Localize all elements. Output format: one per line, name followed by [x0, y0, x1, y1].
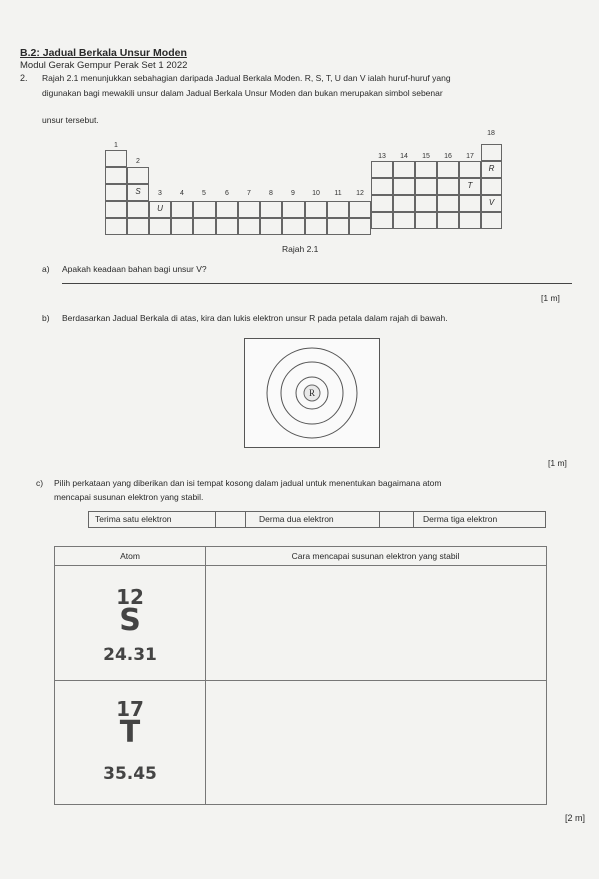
question-intro-line2: digunakan bagi mewakili unsur dalam Jadual Berkala Unsur Moden dan bukan merupakan simbol sebenar — [42, 88, 443, 98]
atom-t-proton-number: 17 — [116, 697, 144, 721]
cell-p3-g18 — [481, 178, 502, 195]
section-heading: B.2: Jadual Berkala Unsur Moden — [20, 47, 187, 59]
group-label-13: 13 — [378, 153, 386, 160]
cell-p4-g5 — [193, 201, 216, 218]
cell-p5-g2 — [127, 218, 149, 235]
part-a-label: a) — [42, 264, 50, 274]
figure-caption: Rajah 2.1 — [282, 244, 319, 254]
group-label-9: 9 — [291, 190, 295, 197]
header-method: Cara mencapai susunan elektron yang stabil — [291, 551, 460, 561]
part-a-marks: [1 m] — [541, 293, 560, 303]
option-receive-one[interactable]: Terima satu elektron — [95, 514, 172, 524]
option-divider — [215, 512, 216, 527]
group-label-14: 14 — [400, 153, 408, 160]
element-v: V — [488, 198, 495, 207]
cell-p4-g11 — [327, 201, 349, 218]
word-options-box — [88, 511, 546, 528]
group-label-10: 10 — [312, 190, 320, 197]
part-c-label: c) — [36, 478, 44, 488]
cell-p3-g13 — [371, 178, 393, 195]
cell-p4-g7 — [238, 201, 260, 218]
group-label-7: 7 — [247, 190, 251, 197]
cell-p5-g5 — [193, 218, 216, 235]
cell-p5-g9 — [282, 218, 305, 235]
group-label-4: 4 — [180, 190, 184, 197]
group-label-6: 6 — [225, 190, 229, 197]
cell-p4-g13 — [371, 195, 393, 212]
group-label-17: 17 — [466, 153, 474, 160]
cell-p4-g14 — [393, 195, 415, 212]
part-c-question-line1: Pilih perkataan yang diberikan dan isi tempat kosong dalam jadual untuk menentukan bagaimana atom — [54, 478, 442, 488]
cell-p3-g16 — [437, 178, 459, 195]
cell-p4-g2 — [127, 201, 149, 218]
group-label-15: 15 — [422, 153, 430, 160]
atom-t-mass: 35.45 — [103, 764, 157, 784]
cell-p5-g6 — [216, 218, 238, 235]
option-divider — [379, 512, 380, 527]
cell-p5-g10 — [305, 218, 327, 235]
cell-p3-g1 — [105, 184, 127, 201]
cell-p5-g12 — [349, 218, 371, 235]
header-atom: Atom — [120, 551, 140, 561]
cell-p4-g12 — [349, 201, 371, 218]
part-b-label: b) — [42, 313, 50, 323]
cell-p3-g2 — [127, 184, 149, 201]
part-b-marks: [1 m] — [548, 458, 567, 468]
part-c-marks: [2 m] — [565, 813, 586, 823]
part-c-question-line2: mencapai susunan elektron yang stabil. — [54, 492, 204, 502]
group-label-11: 11 — [334, 190, 342, 197]
cell-p4-g9 — [282, 201, 305, 218]
cell-p4-g10 — [305, 201, 327, 218]
atom-s-mass: 24.31 — [103, 645, 157, 665]
cell-p5-g17 — [459, 212, 481, 229]
answer-cell-s[interactable] — [206, 566, 546, 679]
element-t: T — [467, 181, 473, 190]
cell-p5-g1 — [105, 218, 127, 235]
cell-p2-g1 — [105, 167, 127, 184]
cell-p5-g14 — [393, 212, 415, 229]
cell-p4-g15 — [415, 195, 437, 212]
cell-p4-g8 — [260, 201, 282, 218]
atom-s-symbol: S — [119, 603, 141, 638]
nucleus-label: R — [308, 388, 315, 398]
cell-p4-g18 — [481, 195, 502, 212]
cell-p2-g16 — [437, 161, 459, 178]
part-a-answer-line[interactable] — [62, 283, 572, 284]
periodic-table — [0, 0, 599, 260]
cell-p3-g17 — [459, 178, 481, 195]
element-r: R — [488, 164, 495, 173]
group-label-8: 8 — [269, 190, 273, 197]
cell-p2-g14 — [393, 161, 415, 178]
answer-cell-t[interactable] — [206, 681, 546, 804]
cell-p4-g16 — [437, 195, 459, 212]
cell-p2-g13 — [371, 161, 393, 178]
cell-p2-g15 — [415, 161, 437, 178]
option-divider — [413, 512, 414, 527]
group-label-5: 5 — [202, 190, 206, 197]
cell-p2-g18 — [481, 161, 502, 178]
group-label-3: 3 — [158, 190, 162, 197]
part-a-question: Apakah keadaan bahan bagi unsur V? — [62, 264, 207, 274]
option-donate-two[interactable]: Derma dua elektron — [259, 514, 334, 524]
group-label-16: 16 — [444, 153, 452, 160]
cell-p1-g18 — [481, 144, 502, 161]
question-number: 2. — [20, 73, 28, 83]
cell-p3-g15 — [415, 178, 437, 195]
element-s: S — [135, 187, 141, 196]
atom-s-proton-number: 12 — [116, 585, 144, 609]
group-label-2: 2 — [136, 158, 140, 165]
group-label-1: 1 — [114, 142, 118, 149]
electron-shell-diagram[interactable] — [244, 338, 380, 448]
cell-p5-g4 — [171, 218, 193, 235]
atom-stability-table — [54, 546, 547, 805]
cell-p4-g4 — [171, 201, 193, 218]
cell-p4-g1 — [105, 201, 127, 218]
cell-p4-g3 — [149, 201, 171, 218]
cell-p2-g17 — [459, 161, 481, 178]
cell-p4-g6 — [216, 201, 238, 218]
question-intro-line3: unsur tersebut. — [42, 115, 99, 125]
part-b-question: Berdasarkan Jadual Berkala di atas, kira dan lukis elektron unsur R pada petala dalam rajah di bawah. — [62, 313, 448, 323]
section-subheading: Modul Gerak Gempur Perak Set 1 2022 — [20, 60, 188, 71]
option-donate-three[interactable]: Derma tiga elektron — [423, 514, 498, 524]
element-u: U — [157, 204, 163, 213]
group-label-12: 12 — [356, 190, 364, 197]
cell-p5-g11 — [327, 218, 349, 235]
cell-p5-g7 — [238, 218, 260, 235]
option-divider — [245, 512, 246, 527]
question-intro-line1: Rajah 2.1 menunjukkan sebahagian daripada Jadual Berkala Moden. R, S, T, U dan V ialah huruf-huruf yang — [42, 73, 451, 83]
cell-p1-g1 — [105, 150, 127, 167]
cell-p5-g3 — [149, 218, 171, 235]
cell-p5-g16 — [437, 212, 459, 229]
atom-t-symbol: T — [119, 715, 141, 750]
cell-p5-g18 — [481, 212, 502, 229]
group-label-18: 18 — [487, 130, 495, 137]
cell-p4-g17 — [459, 195, 481, 212]
cell-p2-g2 — [127, 167, 149, 184]
cell-p5-g15 — [415, 212, 437, 229]
cell-p5-g13 — [371, 212, 393, 229]
cell-p3-g14 — [393, 178, 415, 195]
cell-p5-g8 — [260, 218, 282, 235]
